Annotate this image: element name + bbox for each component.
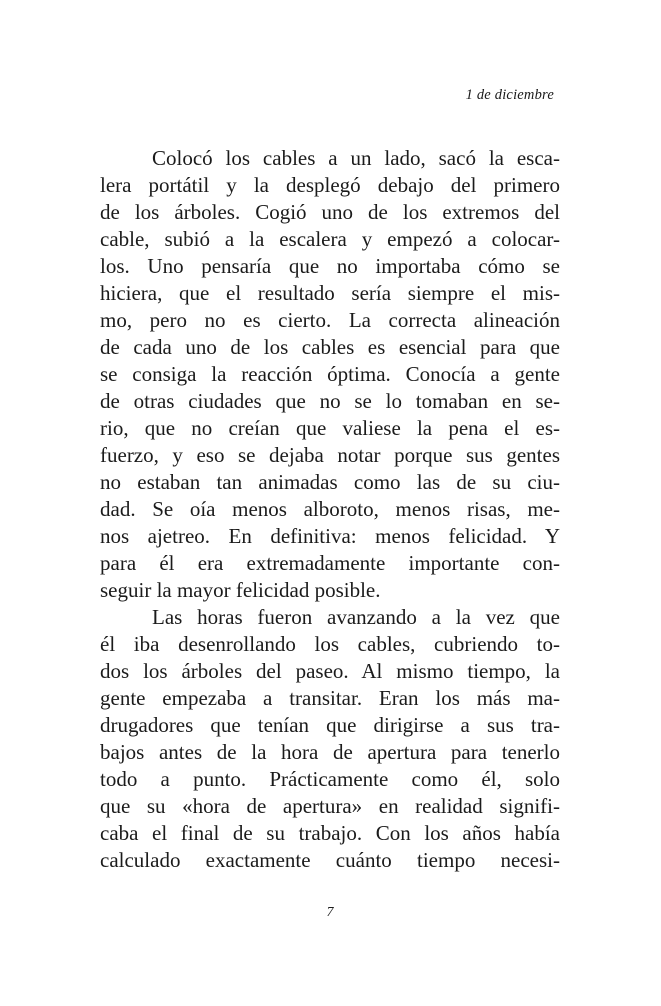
text-line: nos ajetreo. En definitiva: menos felicidad. Y xyxy=(100,524,560,548)
text-line: fuerzo, y eso se dejaba notar porque sus gentes xyxy=(100,443,560,467)
body-text xyxy=(100,145,560,874)
text-line: drugadores que tenían que dirigirse a sus tra- xyxy=(100,713,560,737)
text-line: calculado exactamente cuánto tiempo necesi- xyxy=(100,848,560,872)
text-line: él iba desenrollando los cables, cubriendo to- xyxy=(100,632,560,656)
text-line: Colocó los cables a un lado, sacó la esca- xyxy=(152,146,560,170)
text-line: dos los árboles del paseo. Al mismo tiempo, la xyxy=(100,659,560,683)
paragraph xyxy=(100,145,560,604)
running-header-date: 1 de diciembre xyxy=(465,87,554,103)
text-line: mo, pero no es cierto. La correcta alineación xyxy=(100,308,560,332)
text-line: para él era extremadamente importante con- xyxy=(100,551,560,575)
text-line: lera portátil y la desplegó debajo del primero xyxy=(100,173,560,197)
text-line: se consiga la reacción óptima. Conocía a gente xyxy=(100,362,560,386)
text-line: dad. Se oía menos alboroto, menos risas, me- xyxy=(100,497,560,521)
text-line: de otras ciudades que no se lo tomaban en se- xyxy=(100,389,560,413)
text-line: bajos antes de la hora de apertura para tenerlo xyxy=(100,740,560,764)
text-line: caba el final de su trabajo. Con los años había xyxy=(100,821,560,845)
text-column xyxy=(100,0,560,922)
text-line: Las horas fueron avanzando a la vez que xyxy=(152,605,560,629)
paragraph xyxy=(100,604,560,874)
text-line: de cada uno de los cables es esencial para que xyxy=(100,335,560,359)
text-line: gente empezaba a transitar. Eran los más ma- xyxy=(100,686,560,710)
text-line: cable, subió a la escalera y empezó a colocar- xyxy=(100,227,560,251)
text-line: rio, que no creían que valiese la pena el es- xyxy=(100,416,560,440)
text-line: no estaban tan animadas como las de su ciu- xyxy=(100,470,560,494)
text-line: hiciera, que el resultado sería siempre el mis- xyxy=(100,281,560,305)
text-line: seguir la mayor felicidad posible. xyxy=(100,578,381,602)
text-line: los. Uno pensaría que no importaba cómo se xyxy=(100,254,560,278)
text-line: todo a punto. Prácticamente como él, solo xyxy=(100,767,560,791)
text-line: de los árboles. Cogió uno de los extremos del xyxy=(100,200,560,224)
text-line: que su «hora de apertura» en realidad signifi- xyxy=(100,794,560,818)
page-number: 7 xyxy=(326,905,334,920)
